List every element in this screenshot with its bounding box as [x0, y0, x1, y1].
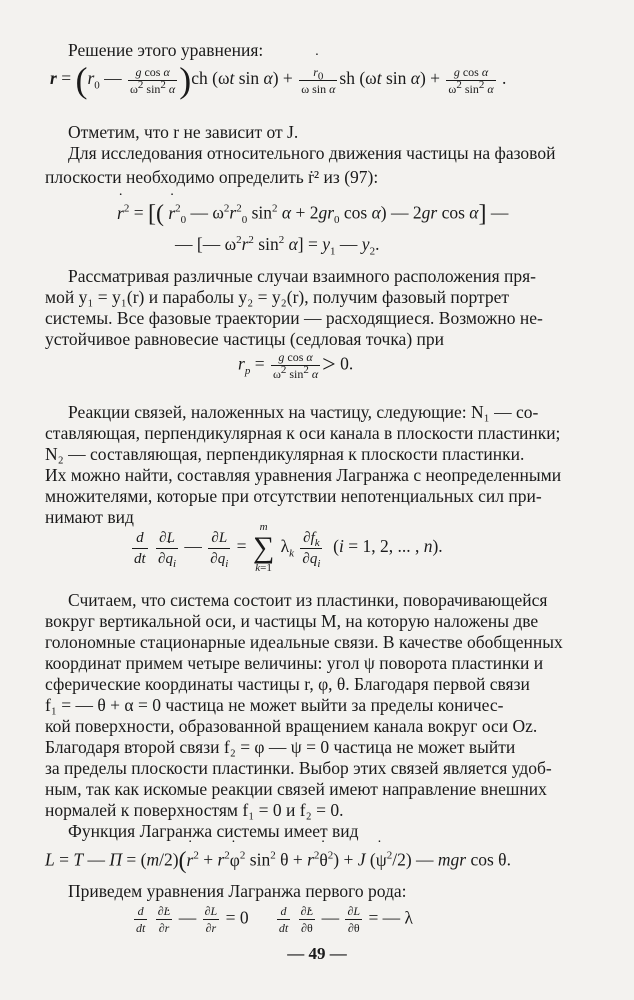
text-line: нимают вид: [45, 507, 134, 527]
text-line: координат примем четыре величины: угол ψ поворота пластинки и: [45, 653, 544, 673]
text-line: ным, так как искомые реакции связей имеют направление внешних: [45, 779, 547, 799]
equation-rp: $r_p$ = $\frac{\text{g cos α}}{\omega^2 \sin^2 \alpha}$ > 0.: [238, 350, 354, 381]
text-line: сферические координаты частицы r, φ, θ. Благодаря первой связи: [45, 674, 530, 694]
equation-solution-r: $r = (r_0$ — $\frac{\text{g cos α}}{\omega^2 \sin^2 \alpha}$ )ch (ωt sin α) + ˙ $\frac{r_0}{\text{ω sin α}}$ sh (ωt sin α) + $\frac{\text{g cos α}}{\omega^2 \sin^2 \alpha}$ .: [50, 62, 506, 98]
text-line: Решение этого уравнения:: [68, 40, 264, 60]
equation-lagrange-multipliers: $\frac{d}{dt}$ $\frac{\partial L}{\partial˙ q_i}$ — $\frac{\partial L}{\partial q_i}$ = m ∑ k=1 $\lambda_k$ $\frac{\partial f_k}{\partial q_i}$ (i = 1, 2, ... , n).: [130, 522, 443, 574]
text-line: f₁ = — θ + α = 0 частица не может выйти за пределы коничес-: [45, 695, 504, 715]
equation-rdot-squared-cont: — [— $\omega^2r^2$ $\sin^2 \alpha] = y_1$ — $y_2$.: [175, 234, 380, 258]
text-line: Благодаря второй связи f₂ = φ — ψ = 0 частица не может выйти: [45, 737, 516, 757]
text-line: ставляющая, перпендикулярная к оси канала в плоскости пластинки;: [45, 423, 561, 443]
text-line: Приведем уравнения Лагранжа первого рода:: [68, 881, 407, 901]
text-line: мой y₁ = y₁(r) и параболы y₂ = y₂(r), получим фазовый портрет: [45, 287, 510, 307]
equation-lagrange-function: L = T — П = (m/2)(˙ $r^2$ + $r^2˙$ $\varphi^2$ $\sin^2 \theta$ + $r^2˙$ $\theta^2) + J$ (˙ $\psi^2/2$) — mgr cos θ.: [45, 848, 511, 875]
text-line: N₂ — составляющая, перпендикулярная к плоскости пластинки.: [45, 444, 525, 464]
text-line: Рассматривая различные случаи взаимного расположения пря-: [68, 266, 537, 286]
text-line: за пределы плоскости пластинки. Выбор этих связей является удоб-: [45, 758, 552, 778]
equation-lagrange-first-kind: $\frac{d}{dt}$ $\frac{\partial L}{\partial˙ r}$ — $\frac{\partial L}{\partial r}$ = 0 $\frac{d}{dt}$ $\frac{\partial L}{\partial˙ \theta}$ — $\frac{\partial L}{\partial\theta}$ = — λ: [132, 904, 413, 935]
text-line: системы. Все фазовые траектории — расходящиеся. Возможно не-: [45, 308, 543, 328]
text-line: голономные стационарные идеальные связи. В качестве обобщенных: [45, 632, 563, 652]
equation-rdot-squared: ˙ $r^2$ = [( ˙ $r^2_0$ — $\omega^2r^2_0$ $\sin^2 \alpha + 2gr_0$ cos α) — 2gr cos α] —: [117, 201, 508, 228]
text-line: устойчивое равновесие частицы (седловая точка) при: [45, 329, 445, 349]
page-number: — 49 —: [287, 944, 347, 963]
text-line: множителями, которые при отсутствии непотенциальных сил при-: [45, 486, 542, 506]
text-line: кой поверхности, образованной вращением канала вокруг оси Oz.: [45, 716, 538, 736]
text-line: вокруг вертикальной оси, и частицы M, на которую наложены две: [45, 611, 539, 631]
text-line: Отметим, что r не зависит от J.: [68, 122, 299, 142]
text-line: Реакции связей, наложенных на частицу, следующие: N₁ — со-: [68, 402, 539, 422]
text-line: Их можно найти, составляя уравнения Лагранжа с неопределенными: [45, 465, 562, 485]
text-line: Считаем, что система состоит из пластинки, поворачивающейся: [68, 590, 548, 610]
text-line: плоскости необходимо определить ṙ² из (97):: [45, 167, 379, 187]
text-line: Для исследования относительного движения частицы на фазовой: [68, 143, 556, 163]
text-line: нормалей к поверхностям f₁ = 0 и f₂ = 0.: [45, 800, 344, 820]
text-line: Функция Лагранжа системы имеет вид: [68, 821, 359, 841]
